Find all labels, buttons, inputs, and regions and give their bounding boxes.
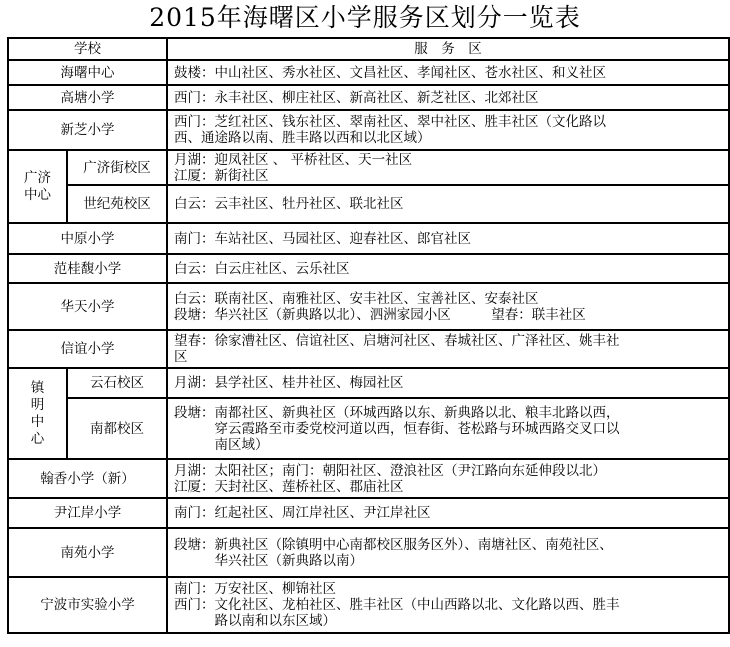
table-row [8,60,729,85]
table-row [8,150,729,185]
service-line: 段塘：新典社区（除镇明中心南都校区服务区外）、南塘社区、南苑社区、 [174,536,613,553]
header-service-area: 服 务 区 [167,38,729,60]
school-name: 高塘小学 [8,85,167,110]
table-row [8,577,729,633]
table-row [8,330,729,368]
service-area [167,498,729,528]
service-line: 月湖：迎凤社区 、 平桥社区、天一社区 [174,151,413,168]
service-line: 白云：云丰社区、牡丹社区、联北社区 [174,196,404,212]
service-line: 白云：白云庄社区、云乐社区 [174,260,350,277]
service-area [167,368,729,398]
table-row [8,185,729,223]
service-area [167,459,729,498]
school-name: 翰香小学（新） [8,459,167,498]
campus-name: 世纪苑校区 [67,185,167,223]
table-row [8,398,729,459]
service-area [167,150,729,185]
campus-name: 广济街校区 [67,150,167,185]
group-name: 广济中心 [8,150,67,223]
service-area [167,330,729,368]
table-row [8,459,729,498]
table-row [8,110,729,150]
service-line: 段塘：华兴社区（新典路以北）、泗洲家园小区 望春：联丰社区 [174,306,586,323]
school-name: 南苑小学 [8,528,167,577]
service-line: 南门：车站社区、马园社区、迎春社区、郎官社区 [174,230,471,247]
service-line: 西门：文化社区、龙柏社区、胜丰社区（中山西路以北、文化路以西、胜丰 [174,597,620,613]
service-line: 江厦：天封社区、莲桥社区、郡庙社区 [174,478,404,495]
service-area [167,85,729,110]
table-row [8,498,729,528]
school-name: 范桂馥小学 [8,254,167,283]
service-area [167,60,729,85]
school-name: 中原小学 [8,223,167,254]
school-name: 尹江岸小学 [8,498,167,528]
service-area [167,223,729,254]
service-line: 南门：红起社区、周江岸社区、尹江岸社区 [174,505,431,521]
service-line: 西、通途路以南、胜丰路以西和以北区域） [174,130,431,146]
group-name: 镇明中心 [8,368,67,459]
service-line: 江厦：新街社区 [174,167,269,184]
service-line: 南门：万安社区、柳锦社区 [174,581,336,597]
service-line: 区 [174,349,188,365]
service-line: 白云：联南社区、南雅社区、安丰社区、宝善社区、安泰社区 [174,290,539,307]
service-area [167,254,729,283]
service-area [167,528,729,577]
service-line: 鼓楼：中山社区、秀水社区、文昌社区、孝闻社区、苍水社区、和义社区 [174,64,606,81]
service-line: 穿云霞路至市委党校河道以西，恒春街、苍松路与环城西路交叉口以 [174,420,620,437]
service-line: 南区域） [174,436,269,453]
service-area [167,577,729,633]
school-name: 华天小学 [8,283,167,330]
school-name: 信谊小学 [8,330,167,368]
service-line: 西门：永丰社区、柳庄社区、新高社区、新芝社区、北郊社区 [174,89,539,106]
school-district-table [7,37,730,634]
campus-name: 云石校区 [67,368,167,398]
service-area [167,185,729,223]
school-name: 宁波市实验小学 [8,577,167,633]
table-row [8,254,729,283]
campus-name: 南都校区 [67,398,167,459]
school-name: 海曙中心 [8,60,167,85]
header-school: 学校 [8,38,167,60]
service-line: 段塘：南都社区、新典社区（环城西路以东、新典路以北、粮丰北路以西， [174,404,620,421]
service-line: 路以南和以东区域） [174,613,336,629]
page-title: 2015年海曙区小学服务区划分一览表 [149,3,581,32]
service-area [167,398,729,459]
service-line: 西门：芝红社区、钱东社区、翠南社区、翠中社区、胜丰社区（文化路以 [174,114,606,130]
service-line: 华兴社区（新典路以南） [174,552,363,569]
service-area [167,283,729,330]
table-row [8,368,729,398]
school-name: 新芝小学 [8,110,167,150]
table-row [8,223,729,254]
table-row [8,528,729,577]
service-line: 望春：徐家漕社区、信谊社区、启塘河社区、春城社区、广泽社区、姚丰社 [174,333,620,349]
table-row [8,283,729,330]
table-header-row [8,38,729,60]
service-area [167,110,729,150]
service-line: 月湖：县学社区、桂井社区、梅园社区 [174,375,404,391]
table-row [8,85,729,110]
service-line: 月湖：太阳社区；南门：朝阳社区、澄浪社区（尹江路向东延伸段以北） [174,462,606,479]
